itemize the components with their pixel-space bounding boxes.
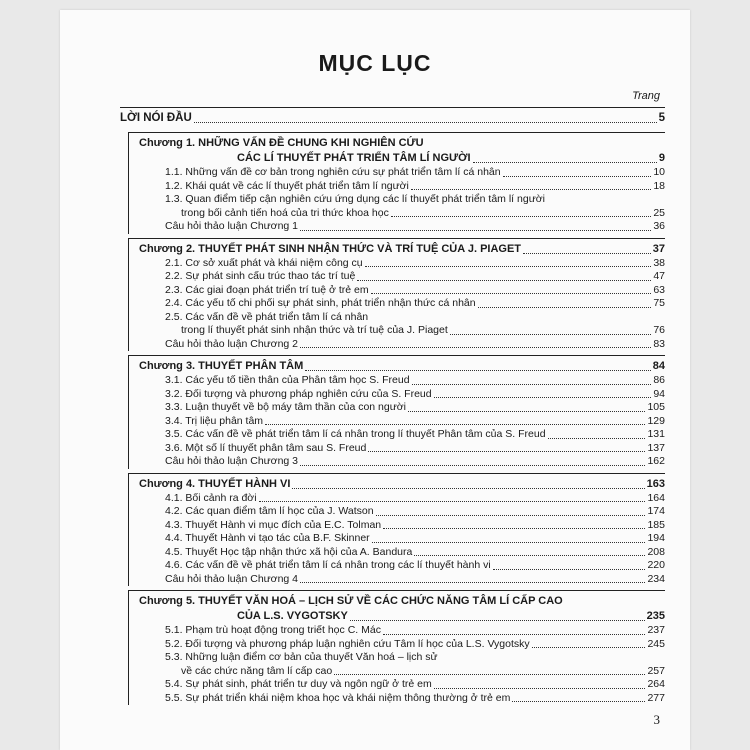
chapter-heading-text: Chương 4. THUYẾT HÀNH VI [139, 477, 291, 490]
leader-dots [414, 555, 645, 556]
toc-entry-text: 4.4. Thuyết Hành vi tạo tác của B.F. Skinner [165, 532, 370, 544]
leader-dots [548, 438, 646, 439]
toc-entry-cont[interactable] [129, 324, 665, 338]
toc-entry-text: 4.1. Bối cảnh ra đời [165, 491, 257, 504]
leader-dots [412, 384, 652, 385]
chapter-heading-page: 37 [652, 242, 665, 255]
leader-dots [265, 424, 645, 425]
toc-entry[interactable] [129, 455, 665, 469]
leader-dots [300, 347, 651, 348]
toc-entry-page: 164 [647, 491, 665, 504]
chapter-heading[interactable] [129, 133, 665, 151]
toc-entry[interactable] [129, 638, 665, 652]
chapter-heading-page: 235 [646, 610, 665, 622]
toc-entry[interactable] [129, 193, 665, 207]
toc-entry[interactable] [129, 651, 665, 665]
chapter-heading-page: 9 [658, 152, 665, 164]
toc-entry-text: 5.3. Những luận điểm cơ bản của thuyết Văn hoá – lịch sử [165, 651, 438, 663]
toc-entry-text: 5.1. Phạm trù hoạt động trong triết học C. Mác [165, 624, 381, 636]
toc-entry[interactable] [129, 442, 665, 456]
toc-entry-text: 2.2. Sự phát sinh cấu trúc thao tác trí tuệ [165, 270, 356, 282]
leader-dots [473, 162, 657, 163]
toc-entry-page: 94 [653, 387, 665, 400]
toc-entry-page: 174 [647, 505, 665, 517]
leader-dots [391, 216, 651, 217]
leader-dots [365, 266, 652, 267]
toc-entry[interactable] [129, 546, 665, 560]
leader-dots [371, 293, 652, 294]
toc-entry[interactable] [129, 311, 665, 325]
toc-entry-page: 18 [653, 179, 665, 192]
leader-dots [372, 542, 646, 543]
toc-entry-text: 2.1. Cơ sở xuất phát và khái niệm công cụ [165, 256, 363, 269]
chapter-section [128, 238, 665, 352]
toc-entry[interactable] [129, 692, 665, 706]
toc-entry[interactable] [129, 678, 665, 692]
toc-entry[interactable] [129, 559, 665, 573]
leader-dots [300, 582, 645, 583]
toc-entry[interactable] [129, 573, 665, 587]
toc-entry-cont-text: trong bối cảnh tiến hoá của tri thức khoa học [181, 206, 389, 219]
toc-entry-text: 5.5. Sự phát triển khái niệm khoa học và khái niệm thông thường ở trẻ em [165, 691, 511, 704]
toc-entry[interactable] [129, 297, 665, 311]
toc-entry-text: 2.4. Các yếu tố chi phối sự phát sinh, phát triển nhận thức cá nhân [165, 297, 476, 309]
toc-entry-cont-page: 257 [647, 664, 665, 677]
toc-entry[interactable] [129, 532, 665, 546]
toc-entry-page: 75 [653, 297, 665, 309]
leader-dots [434, 688, 646, 689]
toc-entry[interactable] [129, 505, 665, 519]
toc-entry[interactable] [129, 284, 665, 298]
chapter-heading[interactable] [129, 151, 665, 166]
toc-entry-text: 4.2. Các quan điểm tâm lí học của J. Watson [165, 505, 374, 517]
toc-entry-text: 5.2. Đối tượng và phương pháp luận nghiên cứu Tâm lí học của L.S. Vygotsky [165, 637, 530, 650]
leader-dots [350, 620, 645, 621]
toc-entry[interactable] [129, 624, 665, 638]
book-page [60, 10, 690, 750]
leader-dots [503, 176, 652, 177]
table-of-contents [120, 107, 665, 705]
toc-intro-label: LỜI NÓI ĐẦU [120, 112, 192, 124]
chapter-heading-text: Chương 2. THUYẾT PHÁT SINH NHẬN THỨC VÀ TRÍ TUỆ CỦA J. PIAGET [139, 242, 522, 255]
leader-dots [523, 253, 651, 254]
toc-entry-text: 4.5. Thuyết Học tập nhận thức xã hội của A. Bandura [165, 545, 413, 558]
toc-entry-page: 162 [647, 455, 665, 467]
toc-entry-page: 264 [647, 678, 665, 690]
toc-entry-text: 3.6. Một số lí thuyết phân tâm sau S. Freud [165, 441, 367, 454]
leader-dots [300, 230, 651, 231]
toc-entry[interactable] [129, 519, 665, 533]
toc-entry[interactable] [129, 338, 665, 352]
toc-entry-text: 2.3. Các giai đoạn phát triển trí tuệ ở trẻ em [165, 283, 369, 296]
toc-entry-page: 10 [653, 166, 665, 178]
toc-entry-text: 4.3. Thuyết Hành vi mục đích của E.C. Tolman [165, 518, 382, 531]
toc-entry[interactable] [129, 388, 665, 402]
toc-entry-page: 277 [647, 691, 665, 704]
toc-entry-text: 5.4. Sự phát sinh, phát triển tư duy và ngôn ngữ ở trẻ em [165, 678, 432, 690]
leader-dots [334, 674, 645, 675]
leader-dots [411, 189, 651, 190]
toc-intro-page: 5 [658, 112, 665, 124]
toc-entry-text: Câu hỏi thảo luận Chương 1 [165, 220, 299, 232]
toc-entry-text: Câu hỏi thảo luận Chương 3 [165, 455, 299, 467]
toc-entry-page: 234 [647, 572, 665, 585]
chapter-heading-text: Chương 5. THUYẾT VĂN HOÁ – LỊCH SỬ VỀ CÁC CHỨC NĂNG TÂM LÍ CẤP CAO [139, 595, 563, 607]
toc-entry-text: Câu hỏi thảo luận Chương 2 [165, 337, 299, 350]
chapter-heading[interactable] [129, 609, 665, 624]
toc-entry-cont[interactable] [129, 207, 665, 221]
chapter-heading[interactable] [129, 356, 665, 374]
toc-entry[interactable] [129, 428, 665, 442]
toc-entry-page: 129 [647, 414, 665, 427]
leader-dots [450, 334, 652, 335]
toc-entry[interactable] [129, 374, 665, 388]
leader-dots [368, 451, 645, 452]
leader-dots [493, 569, 646, 570]
chapter-list [120, 132, 665, 705]
leader-dots [512, 701, 645, 702]
toc-entry[interactable] [129, 257, 665, 271]
toc-entry-page: 220 [647, 559, 665, 571]
leader-dots [259, 501, 646, 502]
leader-dots [292, 488, 644, 489]
chapter-heading[interactable] [129, 591, 665, 609]
toc-entry-text: 3.3. Luận thuyết về bộ máy tâm thần của con người [165, 401, 406, 413]
chapter-section [128, 132, 665, 234]
toc-entry-cont-page: 76 [653, 324, 665, 336]
toc-entry-page: 131 [647, 428, 665, 440]
toc-entry[interactable] [129, 180, 665, 194]
toc-entry-page: 47 [653, 270, 665, 282]
toc-entry[interactable] [129, 270, 665, 284]
chapter-section [128, 355, 665, 469]
toc-entry-cont-text: trong lí thuyết phát sinh nhận thức và trí tuệ của J. Piaget [181, 324, 448, 336]
chapter-heading-page: 163 [646, 477, 665, 490]
toc-entry-page: 36 [653, 220, 665, 232]
chapter-heading-text: Chương 3. THUYẾT PHÂN TÂM [139, 360, 304, 372]
toc-entry[interactable] [129, 492, 665, 506]
chapter-heading-text: CỦA L.S. VYGOTSKY [237, 610, 348, 622]
toc-entry[interactable] [129, 415, 665, 429]
leader-dots [434, 397, 652, 398]
leader-dots [383, 528, 645, 529]
toc-entry-text: 3.2. Đối tượng và phương pháp nghiên cứu của S. Freud [165, 387, 432, 400]
leader-dots [305, 370, 650, 371]
page-column-label: Trang [632, 90, 660, 102]
chapter-section [128, 473, 665, 587]
toc-entry-page: 137 [647, 441, 665, 454]
page-title: MỤC LỤC [318, 50, 432, 76]
chapter-heading[interactable] [129, 239, 665, 257]
leader-dots [376, 515, 646, 516]
toc-entry[interactable] [129, 220, 665, 234]
leader-dots [532, 647, 646, 648]
toc-entry-page: 185 [647, 518, 665, 531]
chapter-heading-page: 84 [652, 360, 665, 372]
toc-entry-page: 86 [653, 374, 665, 386]
toc-entry-text: 1.2. Khái quát về các lí thuyết phát triển tâm lí người [165, 179, 409, 192]
leader-dots [408, 411, 645, 412]
toc-entry-text: 1.3. Quan điểm tiếp cận nghiên cứu ứng dụng các lí thuyết phát triển tâm lí người [165, 193, 545, 205]
toc-entry-page: 194 [647, 532, 665, 544]
toc-entry[interactable] [129, 166, 665, 180]
toc-entry-cont-text: về các chức năng tâm lí cấp cao [181, 664, 333, 677]
leader-dots [383, 634, 646, 635]
page-number: 3 [653, 712, 660, 727]
toc-entry-page: 83 [653, 337, 665, 350]
chapter-heading[interactable] [129, 474, 665, 492]
toc-entry-text: 3.1. Các yếu tố tiền thân của Phân tâm học S. Freud [165, 374, 410, 386]
toc-intro[interactable] [120, 107, 665, 128]
toc-entry-text: 2.5. Các vấn đề về phát triển tâm lí cá nhân [165, 310, 369, 323]
toc-entry-text: Câu hỏi thảo luận Chương 4 [165, 572, 299, 585]
toc-entry-page: 105 [647, 401, 665, 413]
toc-entry-text: 3.5. Các vấn đề về phát triển tâm lí cá nhân trong lí thuyết Phân tâm của S. Freud [165, 428, 546, 440]
toc-entry-page: 237 [647, 624, 665, 636]
leader-dots [357, 280, 651, 281]
toc-entry-page: 208 [647, 545, 665, 558]
toc-entry-cont[interactable] [129, 665, 665, 679]
toc-entry[interactable] [129, 401, 665, 415]
toc-entry-text: 1.1. Những vấn đề cơ bản trong nghiên cứu sự phát triển tâm lí cá nhân [165, 166, 501, 178]
leader-dots [300, 465, 645, 466]
chapter-heading-text: CÁC LÍ THUYẾT PHÁT TRIỂN TÂM LÍ NGƯỜI [237, 152, 471, 164]
toc-entry-cont-page: 25 [653, 206, 665, 219]
leader-dots [194, 122, 657, 123]
chapter-heading-text: Chương 1. NHỮNG VẤN ĐỀ CHUNG KHI NGHIÊN CỨU [139, 137, 424, 149]
toc-entry-text: 3.4. Trị liệu phân tâm [165, 414, 264, 427]
toc-entry-page: 38 [653, 256, 665, 269]
leader-dots [478, 307, 652, 308]
toc-entry-page: 245 [647, 637, 665, 650]
toc-entry-text: 4.6. Các vấn đề về phát triển tâm lí cá nhân trong các lí thuyết hành vi [165, 559, 491, 571]
chapter-section [128, 590, 665, 705]
toc-entry-page: 63 [653, 283, 665, 296]
